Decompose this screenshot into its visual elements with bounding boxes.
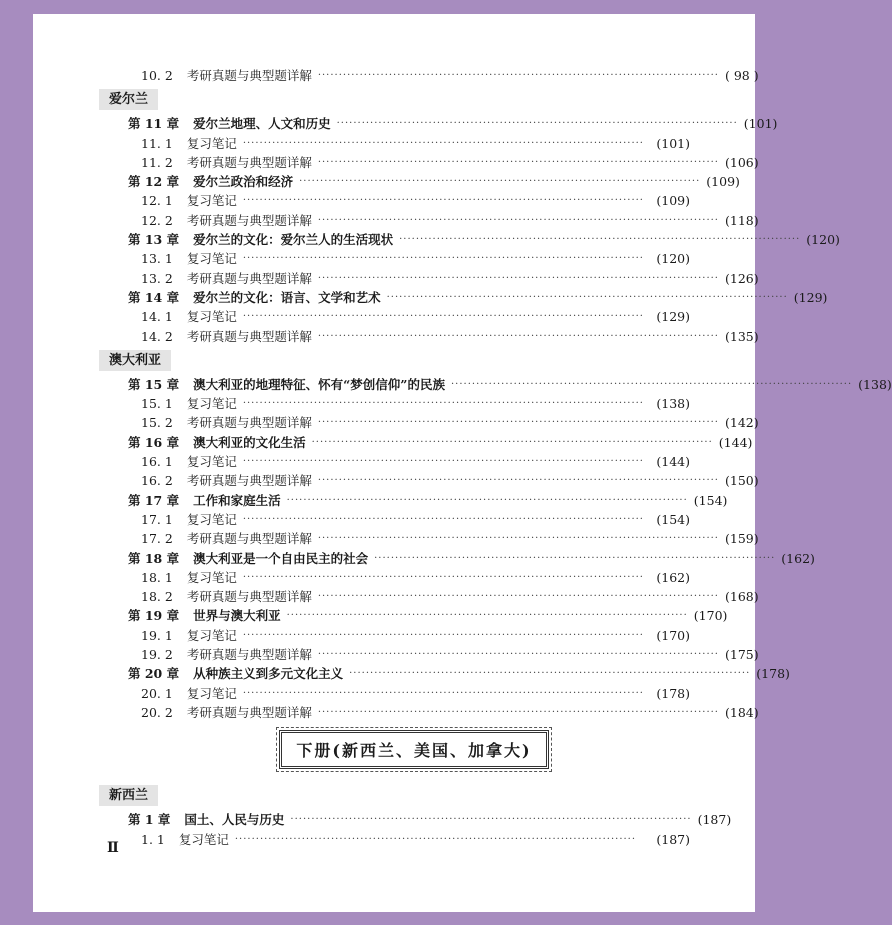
toc-section-row <box>141 684 690 703</box>
table-of-contents <box>33 66 892 849</box>
toc-entry-number: 19. 2 <box>141 647 173 663</box>
toc-section-row <box>141 510 690 529</box>
toc-leader-dots: ································································································ <box>286 494 688 506</box>
region-heading-ireland: 爱尔兰 <box>99 89 158 110</box>
toc-entry-number: 第 15 章 <box>128 376 180 392</box>
toc-chapter-row <box>128 172 740 191</box>
toc-entry-title: 复习笔记 <box>186 309 237 325</box>
toc-entry-title: 复习笔记 <box>186 454 237 470</box>
toc-entry-title: 国土、人民与历史 <box>184 812 285 828</box>
toc-section-row <box>141 394 690 413</box>
toc-entry-number: 18. 2 <box>141 589 173 605</box>
toc-leader-dots: ································································································ <box>317 706 719 718</box>
toc-entry-title: 从种族主义到多元文化主义 <box>193 666 344 682</box>
toc-chapter-row <box>128 491 728 510</box>
toc-entry-title: 考研真题与典型题详解 <box>186 212 312 228</box>
toc-group-ireland <box>33 114 840 346</box>
toc-leader-dots: ································································································ <box>299 176 701 188</box>
toc-leader-dots: ································································································ <box>242 629 644 641</box>
toc-leader-dots: ································································································ <box>242 687 644 699</box>
toc-leader-dots: ································································································ <box>374 552 776 564</box>
toc-entry-title: 澳大利亚是一个自由民主的社会 <box>193 550 369 566</box>
toc-leader-dots: ································································································ <box>234 833 637 845</box>
toc-entry-title: 复习笔记 <box>186 396 237 412</box>
toc-entry-number: 11. 2 <box>141 154 173 170</box>
toc-leader-dots: ································································································ <box>349 668 751 680</box>
toc-section-row <box>141 452 690 471</box>
toc-section-row <box>141 830 690 849</box>
toc-entry-number: 第 13 章 <box>128 232 180 248</box>
toc-chapter-row <box>128 433 753 452</box>
toc-chapter-row <box>128 230 840 249</box>
toc-entry-title: 考研真题与典型题详解 <box>186 68 312 83</box>
volume-banner-wrap <box>33 730 755 769</box>
toc-section-row <box>141 327 759 346</box>
region-heading-new-zealand: 新西兰 <box>99 785 158 806</box>
toc-entry-number: 12. 2 <box>141 212 173 228</box>
toc-chapter-row <box>128 114 778 133</box>
toc-entry-title: 爱尔兰政治和经济 <box>193 174 294 190</box>
toc-leader-dots: ································································································ <box>317 156 719 168</box>
toc-entry-number: 14. 1 <box>141 309 173 325</box>
toc-section-row <box>141 191 690 210</box>
toc-entry-page: (138) <box>656 396 690 412</box>
toc-entry-title: 考研真题与典型题详解 <box>186 328 312 344</box>
toc-section-row <box>141 211 759 230</box>
toc-entry-page: (187) <box>656 831 690 847</box>
toc-entry-title: 澳大利亚的文化生活 <box>193 434 306 450</box>
toc-entry-title: 复习笔记 <box>186 569 237 585</box>
toc-entry-number: 13. 2 <box>141 270 173 286</box>
toc-leader-dots: ································································································ <box>242 513 644 525</box>
toc-section-row <box>141 249 690 268</box>
toc-leader-dots: ································································································ <box>242 137 644 149</box>
volume-banner: 下册(新西兰、美国、加拿大) <box>279 730 548 769</box>
toc-entry-title: 考研真题与典型题详解 <box>186 154 312 170</box>
toc-entry-page: (144) <box>656 454 690 470</box>
toc-leader-dots: ································································································ <box>399 234 801 246</box>
toc-entry-title: 考研真题与典型题详解 <box>186 270 312 286</box>
toc-entry-page: (101) <box>743 116 778 132</box>
toc-section-row <box>141 529 759 548</box>
toc-entry-page: (129) <box>793 289 828 305</box>
toc-entry-title: 复习笔记 <box>186 135 237 151</box>
toc-chapter-row <box>128 549 815 568</box>
toc-entry-page: (118) <box>724 212 759 228</box>
toc-section-row <box>141 587 759 606</box>
toc-section-row <box>141 703 759 722</box>
toc-entry-page: (120) <box>806 232 840 248</box>
toc-entry-number: 第 19 章 <box>128 608 180 624</box>
toc-entry-title: 复习笔记 <box>178 831 229 847</box>
toc-entry-number: 第 17 章 <box>128 492 180 508</box>
toc-section-row <box>141 413 759 432</box>
toc-entry-page: (154) <box>693 492 728 508</box>
toc-entry-page: (142) <box>724 415 759 431</box>
toc-entry-number: 11. 1 <box>141 135 173 151</box>
toc-entry-page: (129) <box>656 309 690 325</box>
toc-section-row <box>141 269 759 288</box>
toc-entry-title: 考研真题与典型题详解 <box>186 415 312 431</box>
toc-entry-page: (159) <box>724 531 759 547</box>
toc-chapter-row <box>128 375 892 394</box>
toc-entry-page: (187) <box>697 812 732 828</box>
toc-entry-number: 13. 1 <box>141 251 173 267</box>
toc-entry-number: 17. 2 <box>141 531 173 547</box>
toc-leader-dots: ································································································ <box>311 436 713 448</box>
toc-leader-dots: ································································································ <box>317 417 719 429</box>
toc-entry-page: (170) <box>656 627 690 643</box>
toc-entry-page: (126) <box>724 270 759 286</box>
toc-entry-number: 19. 1 <box>141 627 173 643</box>
toc-entry-page: (101) <box>656 135 690 151</box>
toc-entry-title: 爱尔兰的文化：爱尔兰人的生活现状 <box>193 232 394 248</box>
toc-entry-number: 1. 1 <box>141 831 165 847</box>
toc-leader-dots: ································································································ <box>242 456 644 468</box>
toc-chapter-row <box>128 810 732 829</box>
toc-leader-dots: ································································································ <box>317 272 719 284</box>
toc-entry-title: 复习笔记 <box>186 511 237 527</box>
toc-entry-number: 10. 2 <box>141 68 173 83</box>
toc-entry-title: 世界与澳大利亚 <box>193 608 281 624</box>
toc-entry-page: (178) <box>656 685 690 701</box>
toc-entry-page: (135) <box>724 328 759 344</box>
toc-section-row <box>141 626 690 645</box>
toc-entry-number: 17. 1 <box>141 511 173 527</box>
toc-leader-dots: ································································································ <box>317 330 719 342</box>
toc-leader-dots: ································································································ <box>317 533 719 545</box>
toc-leader-dots: ································································································ <box>336 118 738 130</box>
toc-entry-number: 第 1 章 <box>128 812 171 828</box>
toc-entry-title: 澳大利亚的地理特征、怀有“梦创信仰”的民族 <box>193 376 445 392</box>
toc-leader-dots: ································································································ <box>290 814 692 826</box>
toc-entry-title: 工作和家庭生活 <box>193 492 281 508</box>
toc-leader-dots: ································································································ <box>386 291 788 303</box>
toc-entry-page: (109) <box>656 193 690 209</box>
toc-section-row <box>141 307 690 326</box>
toc-entry-number: 第 16 章 <box>128 434 180 450</box>
toc-entry-title: 考研真题与典型题详解 <box>186 647 312 663</box>
toc-entry-number: 16. 2 <box>141 473 173 489</box>
toc-entry-title: 考研真题与典型题详解 <box>186 531 312 547</box>
toc-entry-page: (175) <box>724 647 759 663</box>
toc-entry-number: 15. 1 <box>141 396 173 412</box>
toc-entry-page: (178) <box>756 666 790 682</box>
toc-entry-page: (162) <box>656 569 690 585</box>
toc-entry-page: (120) <box>656 251 690 267</box>
toc-entry-number: 第 14 章 <box>128 289 180 305</box>
toc-leader-dots: ································································································ <box>317 70 719 81</box>
toc-group-part1 <box>33 66 759 85</box>
toc-group-australia <box>33 375 892 722</box>
toc-entry-number: 14. 2 <box>141 328 173 344</box>
toc-entry-title: 复习笔记 <box>186 251 237 267</box>
toc-section-row <box>141 471 759 490</box>
toc-leader-dots: ································································································ <box>317 214 719 226</box>
toc-entry-number: 12. 1 <box>141 193 173 209</box>
book-page <box>33 14 892 912</box>
toc-entry-page: (138) <box>858 376 892 392</box>
toc-group-new-zealand <box>33 810 755 849</box>
toc-entry-number: 第 11 章 <box>128 116 180 132</box>
toc-leader-dots: ································································································ <box>317 649 719 661</box>
toc-section-row <box>141 134 690 153</box>
page-number: Ⅱ <box>107 840 119 856</box>
region-heading-australia: 澳大利亚 <box>99 350 171 371</box>
toc-entry-page: ( 98 ) <box>724 68 759 83</box>
toc-leader-dots: ································································································ <box>451 378 853 390</box>
toc-entry-title: 考研真题与典型题详解 <box>186 704 312 720</box>
toc-entry-page: (109) <box>706 174 740 190</box>
toc-entry-page: (170) <box>693 608 728 624</box>
toc-leader-dots: ································································································ <box>242 311 644 323</box>
toc-entry-page: (184) <box>724 704 759 720</box>
toc-leader-dots: ································································································ <box>242 398 644 410</box>
toc-entry-title: 考研真题与典型题详解 <box>186 589 312 605</box>
toc-leader-dots: ································································································ <box>317 475 719 487</box>
toc-chapter-row <box>128 606 728 625</box>
toc-entry-title: 复习笔记 <box>186 193 237 209</box>
toc-entry-number: 第 12 章 <box>128 174 180 190</box>
toc-entry-number: 第 20 章 <box>128 666 180 682</box>
toc-entry-title: 爱尔兰地理、人文和历史 <box>193 116 331 132</box>
toc-entry-number: 18. 1 <box>141 569 173 585</box>
toc-entry-number: 20. 1 <box>141 685 173 701</box>
toc-entry-number: 15. 2 <box>141 415 173 431</box>
toc-leader-dots: ································································································ <box>242 195 644 207</box>
toc-entry-title: 复习笔记 <box>186 627 237 643</box>
toc-entry-title: 复习笔记 <box>186 685 237 701</box>
toc-entry-page: (168) <box>724 589 759 605</box>
toc-section-row <box>141 153 759 172</box>
toc-chapter-row <box>128 664 790 683</box>
toc-leader-dots: ································································································ <box>242 253 644 265</box>
toc-entry-title: 爱尔兰的文化：语言、文学和艺术 <box>193 289 381 305</box>
toc-entry-page: (150) <box>724 473 759 489</box>
toc-entry-page: (144) <box>718 434 753 450</box>
toc-section-row <box>141 66 759 85</box>
toc-section-row <box>141 568 690 587</box>
toc-leader-dots: ································································································ <box>242 571 644 583</box>
toc-entry-page: (106) <box>724 154 759 170</box>
toc-section-row <box>141 645 759 664</box>
toc-entry-number: 16. 1 <box>141 454 173 470</box>
toc-chapter-row <box>128 288 828 307</box>
toc-leader-dots: ································································································ <box>317 591 719 603</box>
toc-leader-dots: ································································································ <box>286 610 688 622</box>
toc-entry-title: 考研真题与典型题详解 <box>186 473 312 489</box>
toc-entry-page: (154) <box>656 511 690 527</box>
toc-entry-page: (162) <box>781 550 815 566</box>
toc-entry-number: 第 18 章 <box>128 550 180 566</box>
toc-entry-number: 20. 2 <box>141 704 173 720</box>
